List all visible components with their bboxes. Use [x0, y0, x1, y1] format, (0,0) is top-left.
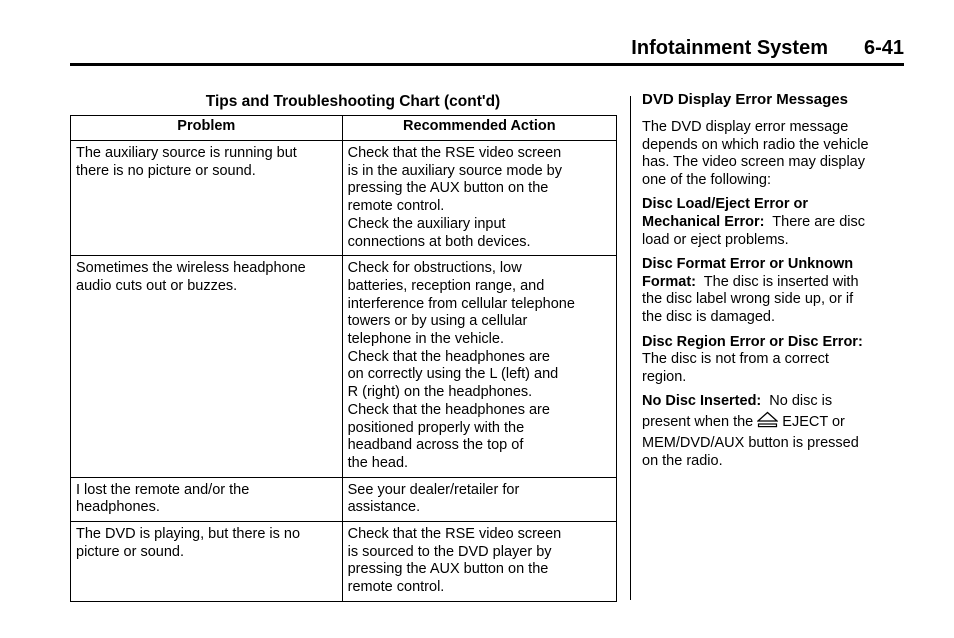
- problem-cell: [71, 522, 343, 602]
- error-desc: the disc label wrong side up, or if: [642, 291, 854, 308]
- error-desc: the disc is damaged.: [642, 308, 775, 325]
- intro-line: one of the following:: [642, 171, 771, 188]
- cell-line: assistance.: [347, 499, 421, 516]
- error-desc: The disc is not from a correct: [642, 351, 829, 368]
- cell-line: is in the auxiliary source mode by: [347, 162, 562, 179]
- eject-icon: [757, 411, 778, 435]
- table-row: [71, 522, 617, 602]
- left-column: [70, 93, 618, 602]
- error-desc: The disc is inserted with: [695, 273, 859, 290]
- error-no-disc: [642, 393, 907, 470]
- cell-line: Sometimes the wireless headphone: [76, 260, 306, 277]
- error-desc: region.: [642, 368, 687, 385]
- problem-cell: [71, 256, 343, 477]
- cell-line: The DVD is playing, but there is no: [76, 526, 301, 543]
- right-column: [642, 90, 907, 477]
- cell-line: pressing the AUX button on the: [347, 561, 549, 578]
- error-desc: present when the: [642, 413, 758, 430]
- intro-paragraph: [642, 119, 907, 189]
- table-row: [71, 141, 617, 256]
- error-desc: There are disc: [764, 213, 865, 230]
- column-divider: [630, 96, 631, 600]
- cell-line: telephone in the vehicle.: [347, 331, 505, 348]
- error-term: Disc Region Error or Disc Error:: [642, 333, 863, 350]
- cell-line: the head.: [347, 454, 409, 471]
- error-desc: on the radio.: [642, 452, 723, 469]
- cell-line: Check that the headphones are: [347, 401, 550, 418]
- problem-cell: [71, 141, 343, 256]
- page-number: 6-41: [863, 37, 904, 59]
- page-header: [70, 37, 904, 61]
- cell-line: R (right) on the headphones.: [347, 384, 533, 401]
- error-desc: No disc is: [761, 393, 833, 410]
- cell-line: remote control.: [347, 579, 445, 596]
- section-title: DVD Display Error Messages: [642, 91, 848, 108]
- cell-line: audio cuts out or buzzes.: [76, 277, 238, 294]
- action-cell: [342, 522, 616, 602]
- cell-line: Check the auxiliary input: [347, 215, 506, 232]
- column-header-action: Recommended Action: [342, 116, 616, 141]
- table-row: [71, 256, 617, 477]
- action-cell: [342, 141, 616, 256]
- column-header-problem: Problem: [71, 116, 343, 141]
- error-term: Mechanical Error:: [642, 213, 765, 230]
- header-title: Infotainment System: [631, 37, 828, 59]
- action-cell: [342, 477, 616, 521]
- cell-line: The auxiliary source is running but: [76, 145, 297, 161]
- table-header-row: [71, 116, 617, 141]
- cell-line: I lost the remote and/or the: [76, 481, 250, 498]
- error-term: Disc Load/Eject Error or: [642, 196, 808, 213]
- cell-line: Check that the RSE video screen: [347, 526, 562, 543]
- header-rule: [70, 63, 904, 66]
- cell-line: picture or sound.: [76, 543, 185, 560]
- cell-line: there is no picture or sound.: [76, 162, 256, 179]
- cell-line: headphones.: [76, 499, 160, 516]
- cell-line: is sourced to the DVD player by: [347, 543, 552, 560]
- cell-line: batteries, reception range, and: [347, 277, 545, 294]
- cell-line: connections at both devices.: [347, 233, 531, 250]
- error-term: No Disc Inserted:: [642, 393, 762, 410]
- table-caption: Tips and Troubleshooting Chart (cont'd): [205, 93, 501, 110]
- action-cell: [342, 256, 616, 477]
- table-body: [71, 141, 617, 602]
- error-term: Format:: [642, 273, 696, 290]
- problem-cell: [71, 477, 343, 521]
- cell-line: headband across the top of: [347, 437, 524, 454]
- error-region: [642, 334, 907, 387]
- error-term: Disc Format Error or Unknown: [642, 256, 854, 273]
- cell-line: Check that the RSE video screen: [347, 145, 562, 161]
- cell-line: Check that the headphones are: [347, 348, 550, 365]
- cell-line: See your dealer/retailer for: [347, 481, 520, 498]
- intro-line: The DVD display error message: [642, 119, 849, 135]
- cell-line: positioned properly with the: [347, 419, 525, 436]
- error-desc: load or eject problems.: [642, 231, 789, 248]
- cell-line: interference from cellular telephone: [347, 295, 575, 312]
- intro-line: has. The video screen may display: [642, 154, 865, 171]
- error-load-eject: [642, 196, 907, 249]
- error-format: [642, 256, 907, 326]
- cell-line: on correctly using the L (left) and: [347, 366, 559, 383]
- table-row: [71, 477, 617, 521]
- cell-line: towers or by using a cellular: [347, 313, 528, 330]
- cell-line: Check for obstructions, low: [347, 260, 522, 277]
- error-desc: MEM/DVD/AUX button is pressed: [642, 434, 859, 451]
- cell-line: remote control.: [347, 198, 445, 215]
- cell-line: pressing the AUX button on the: [347, 180, 549, 197]
- error-desc: EJECT or: [778, 413, 845, 430]
- intro-line: depends on which radio the vehicle: [642, 136, 869, 153]
- troubleshooting-table: [70, 115, 617, 602]
